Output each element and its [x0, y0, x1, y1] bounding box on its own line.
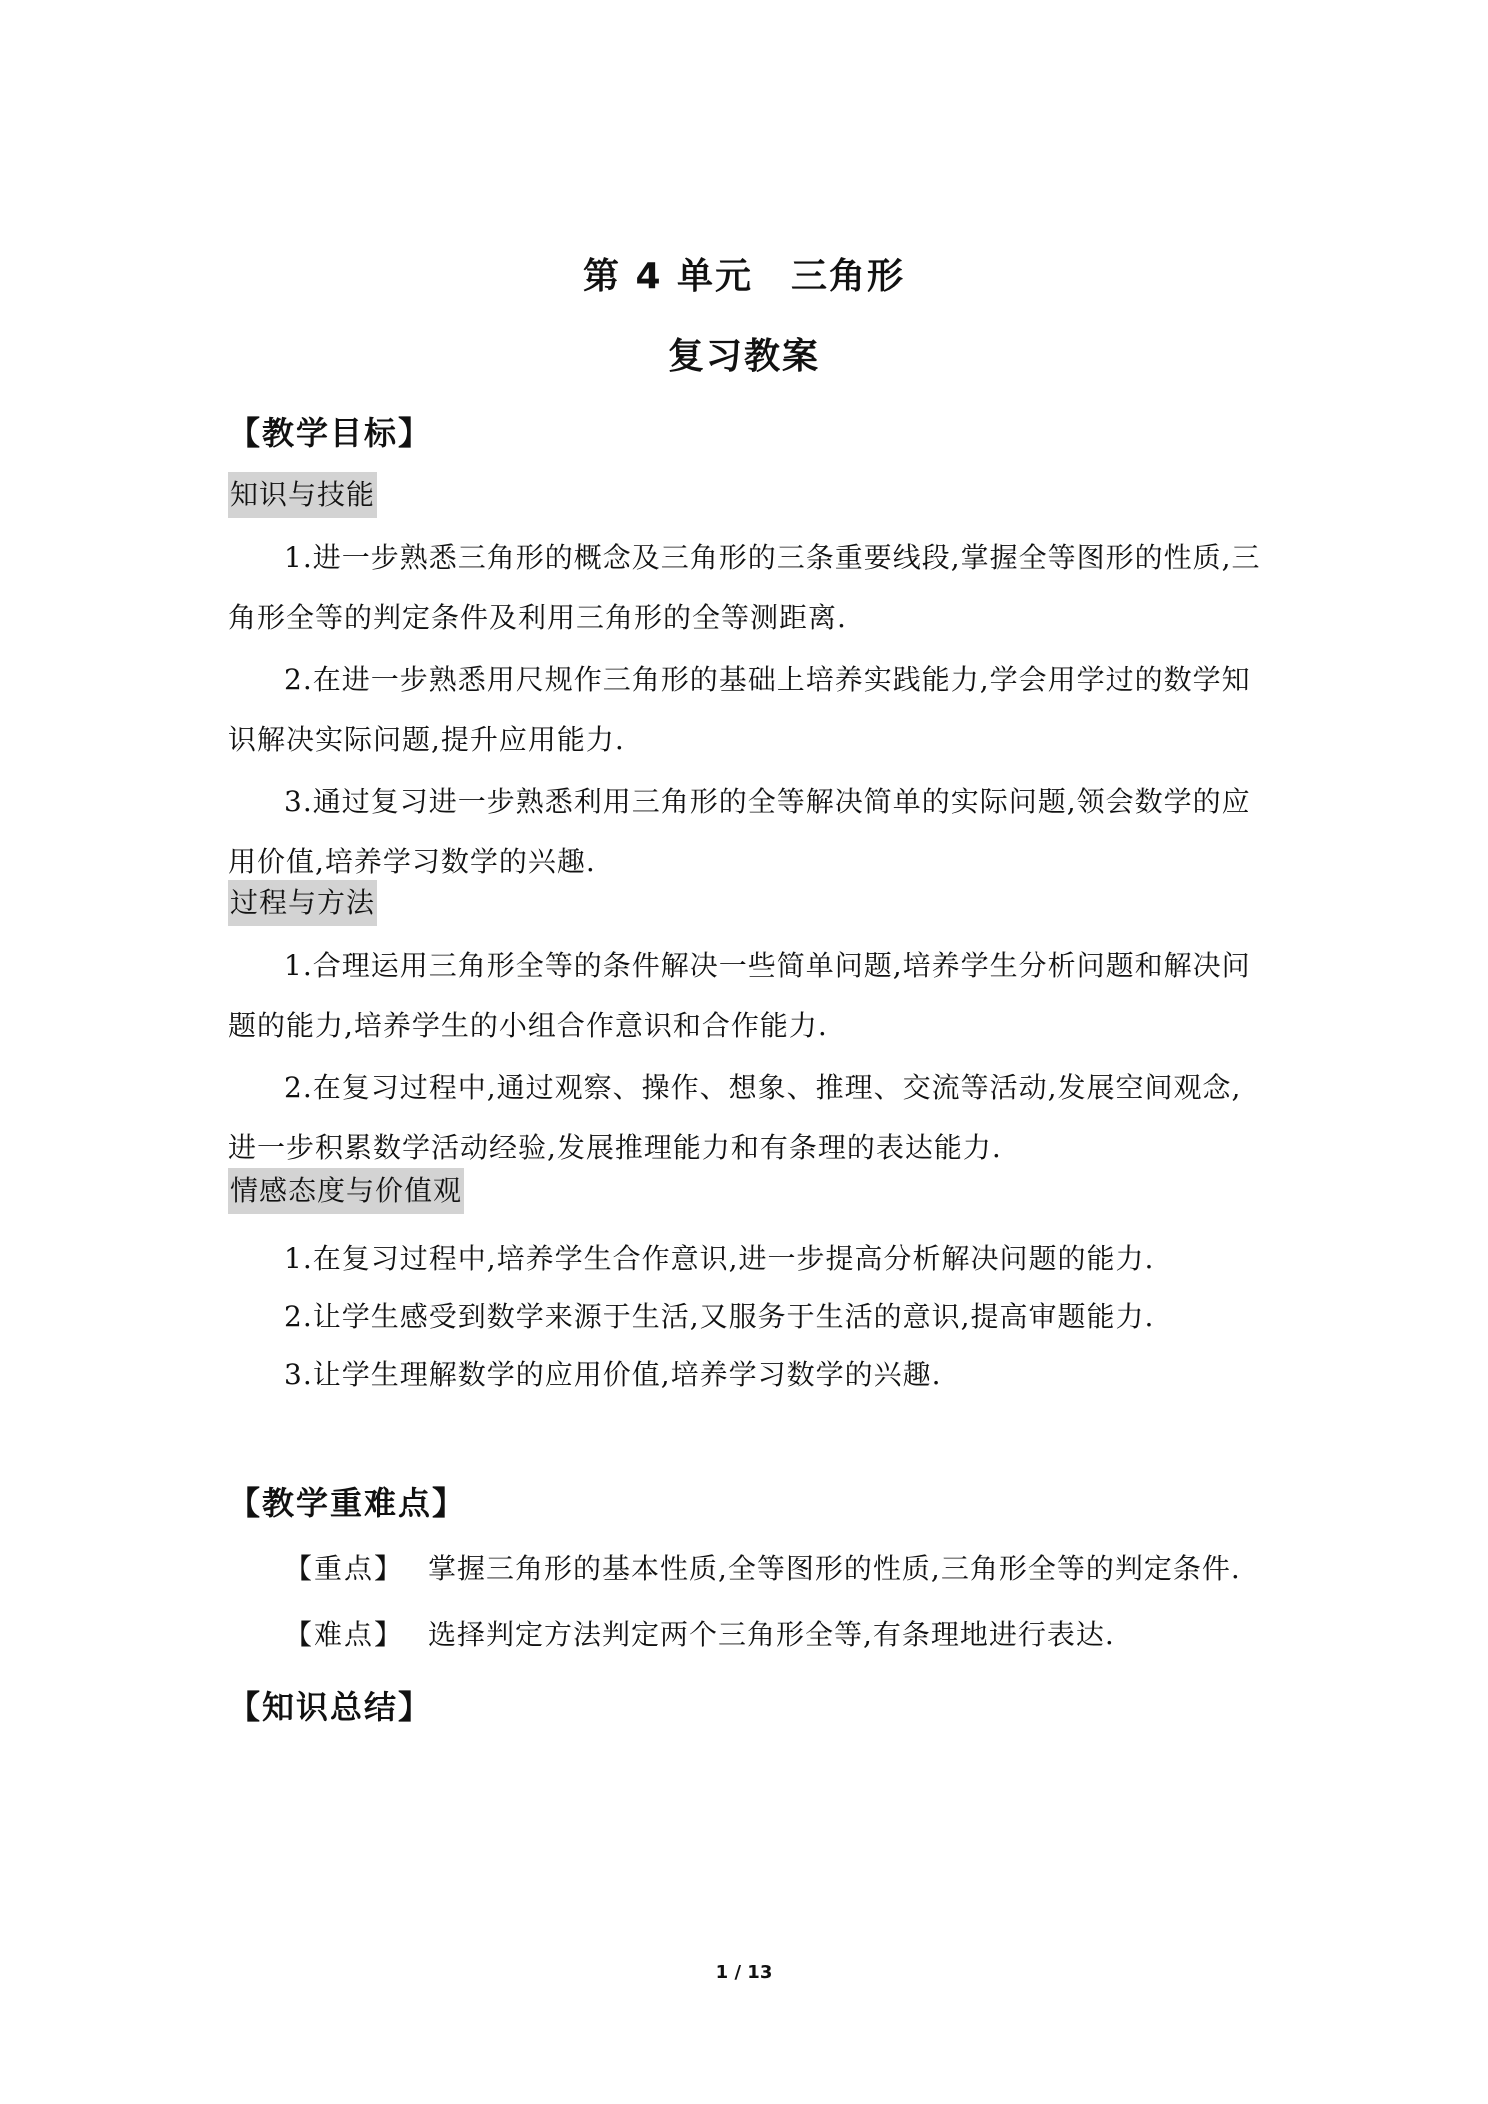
process-item-2: 2.在复习过程中,通过观察、操作、想象、推理、交流等活动,发展空间观念,进一步积累数学活动经验,发展推理能力和有条理的表达能力. [228, 1071, 1242, 1164]
process-methods-label: 过程与方法 [228, 880, 377, 926]
difficulty-line [284, 1614, 1115, 1656]
attitude-item-2: 2.让学生感受到数学来源于生活,又服务于生活的意识,提高审题能力. [284, 1300, 1155, 1333]
objectives-heading: 【教学目标】 [228, 414, 433, 452]
knowledge-skills-label: 知识与技能 [228, 472, 377, 518]
process-item-1: 1.合理运用三角形全等的条件解决一些简单问题,培养学生分析问题和解决问题的能力,培养学生的小组合作意识和合作能力. [228, 949, 1251, 1042]
attitude-values-label: 情感态度与价值观 [228, 1168, 464, 1214]
document-subtitle: 复习教案 [667, 336, 820, 377]
difficulty-label: 【难点】 [284, 1618, 405, 1651]
summary-heading: 【知识总结】 [228, 1688, 433, 1726]
page-number: 1 / 13 [715, 1962, 773, 1983]
key-points-heading: 【教学重难点】 [228, 1484, 467, 1522]
knowledge-item-1: 1.进一步熟悉三角形的概念及三角形的三条重要线段,掌握全等图形的性质,三角形全等的判定条件及利用三角形的全等测距离. [228, 541, 1261, 634]
difficulty-text: 选择判定方法判定两个三角形全等,有条理地进行表达. [428, 1618, 1115, 1651]
attitude-item-3: 3.让学生理解数学的应用价值,培养学习数学的兴趣. [284, 1358, 942, 1391]
focus-text: 掌握三角形的基本性质,全等图形的性质,三角形全等的判定条件. [428, 1552, 1241, 1585]
knowledge-item-3: 3.通过复习进一步熟悉利用三角形的全等解决简单的实际问题,领会数学的应用价值,培养学习数学的兴趣. [228, 785, 1251, 878]
focus-label: 【重点】 [284, 1552, 405, 1585]
knowledge-item-2: 2.在进一步熟悉用尺规作三角形的基础上培养实践能力,学会用学过的数学知识解决实际问题,提升应用能力. [228, 663, 1251, 756]
attitude-item-1: 1.在复习过程中,培养学生合作意识,进一步提高分析解决问题的能力. [284, 1242, 1155, 1275]
focus-line [284, 1548, 1241, 1590]
document-title: 第 4 单元 三角形 [582, 256, 906, 297]
